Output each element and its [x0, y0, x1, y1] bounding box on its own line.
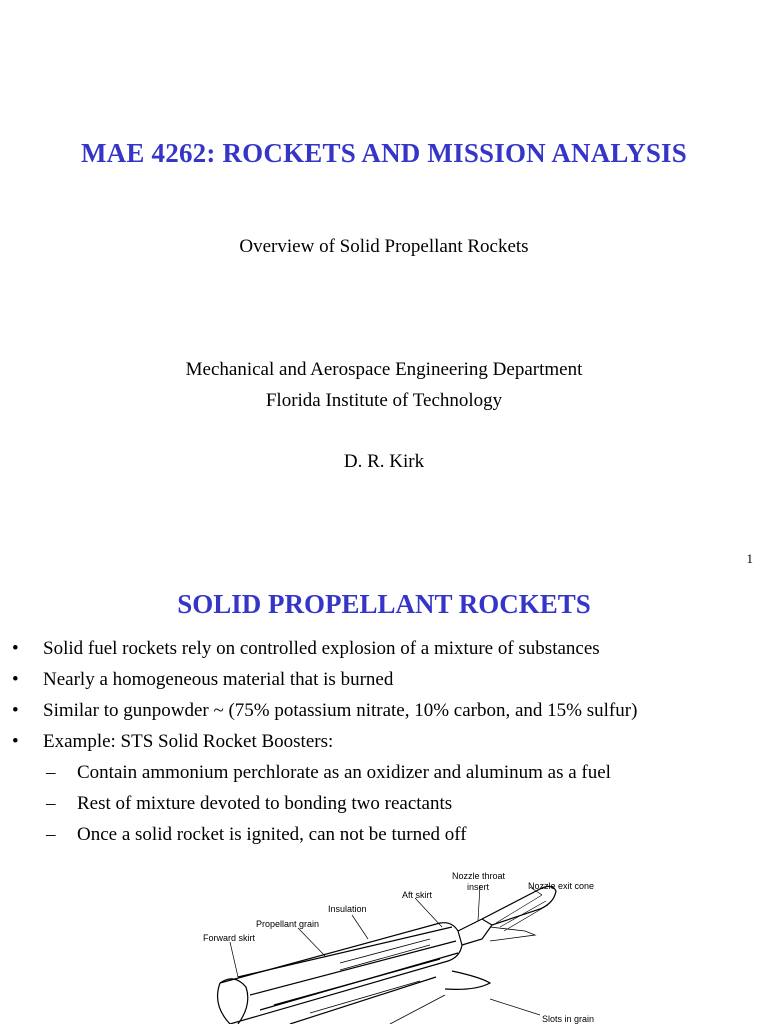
bullet-mark: • — [12, 731, 19, 752]
sub-bullet-item — [0, 824, 768, 854]
institution-name: Florida Institute of Technology — [265, 390, 503, 411]
bullet-text: Similar to gunpowder ~ (75% potassium nitrate, 10% carbon, and 15% sulfur) — [43, 700, 638, 721]
solid-rocket-motor-diagram — [190, 865, 620, 1024]
sub-bullet-mark: – — [46, 793, 56, 814]
slide-title: MAE 4262: ROCKETS AND MISSION ANALYSIS — [81, 138, 687, 168]
page-number: 1 — [746, 551, 753, 566]
label-forward-skirt: Forward skirt — [203, 933, 256, 943]
leader-lines — [230, 885, 542, 1015]
slide-subtitle: Overview of Solid Propellant Rockets — [239, 236, 529, 257]
label-nozzle-throat: Nozzle throat — [452, 871, 506, 881]
label-insert: insert — [467, 882, 490, 892]
label-propellant-grain: Propellant grain — [256, 919, 320, 929]
author-name: D. R. Kirk — [343, 451, 425, 472]
sub-bullet-item — [0, 793, 768, 823]
bullet-mark: • — [12, 638, 19, 659]
sub-bullet-text: Once a solid rocket is ignited, can not be turned off — [77, 824, 467, 845]
section-title: SOLID PROPELLANT ROCKETS — [177, 589, 591, 619]
nozzle — [458, 886, 556, 945]
sub-bullet-item — [0, 762, 768, 792]
bullet-mark: • — [12, 669, 19, 690]
bullet-text: Solid fuel rockets rely on controlled explosion of a mixture of substances — [43, 638, 600, 659]
bullet-item — [0, 638, 768, 668]
label-slots-in-grain: Slots in grain — [542, 1014, 595, 1024]
label-nozzle-exit-cone: Nozzle exit cone — [528, 881, 595, 891]
sub-bullet-text: Rest of mixture devoted to bonding two reactants — [77, 793, 453, 814]
bullet-item — [0, 669, 768, 699]
sub-bullet-mark: – — [46, 824, 56, 845]
sub-bullet-mark: – — [46, 762, 56, 783]
label-aft-skirt: Aft skirt — [402, 890, 433, 900]
sub-bullet-text: Contain ammonium perchlorate as an oxidizer and aluminum as a fuel — [77, 762, 611, 783]
label-insulation: Insulation — [328, 904, 367, 914]
bullet-mark: • — [12, 700, 19, 721]
motor-casing — [218, 923, 490, 1024]
department-name: Mechanical and Aerospace Engineering Department — [185, 359, 583, 380]
bullet-item — [0, 731, 768, 761]
bullet-text: Nearly a homogeneous material that is burned — [43, 669, 394, 690]
bullet-item — [0, 700, 768, 730]
bullet-text: Example: STS Solid Rocket Boosters: — [43, 731, 334, 752]
